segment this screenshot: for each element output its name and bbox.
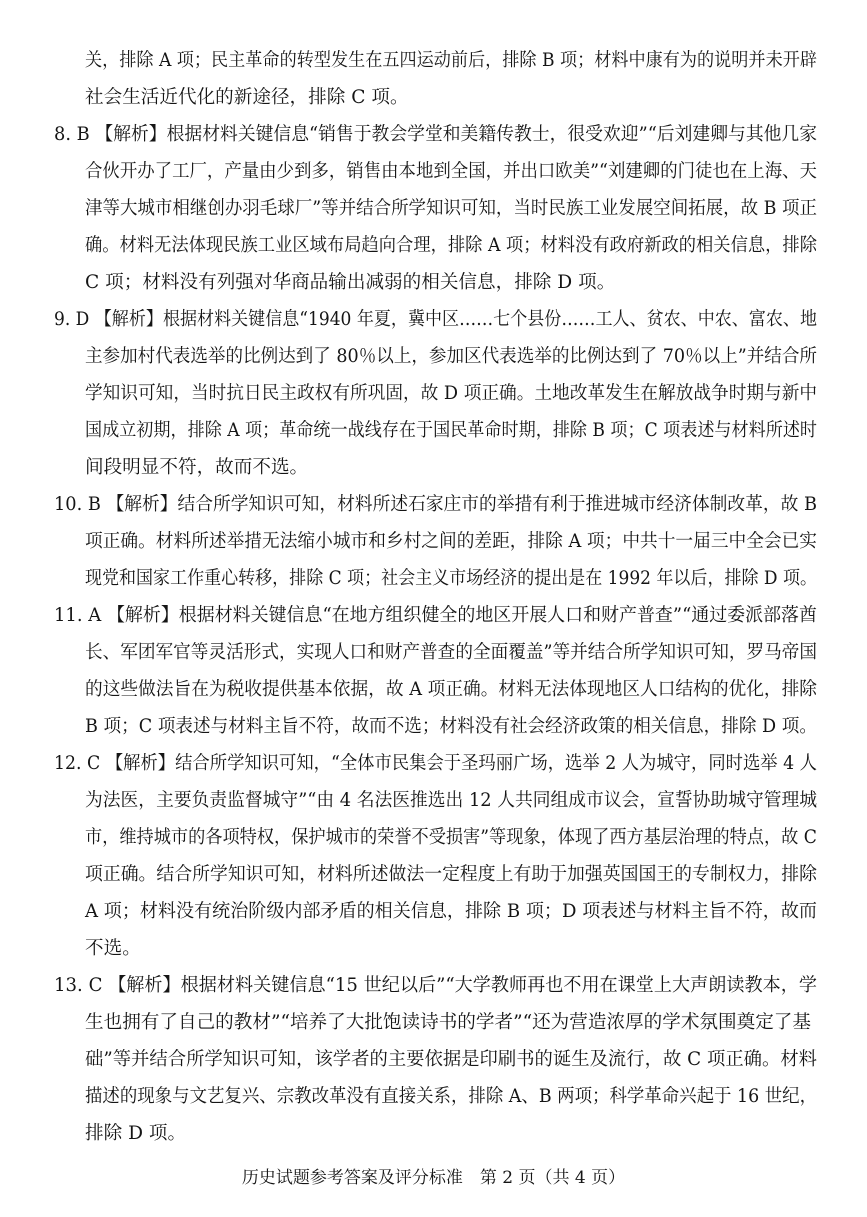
- text-line: 项正确。材料所述举措无法缩小城市和乡村之间的差距，排除 A 项；中共十一届三中全会已实: [85, 531, 818, 552]
- text-line: 社会生活近代化的新途径，排除 C 项。: [85, 87, 409, 108]
- text-line: 关，排除 A 项；民主革命的转型发生在五四运动前后，排除 B 项；材料中康有为的说明并未开辟: [85, 50, 817, 71]
- text-line: 间段明显不符，故而不选。: [85, 457, 309, 478]
- text-line: B 项；C 项表述与材料主旨不符，故而不选；材料没有社会经济政策的相关信息，排除 D 项。: [85, 716, 817, 737]
- text-line: 合伙开办了工厂，产量由少到多，销售由本地到全国，并出口欧美”“刘建卿的门徒也在上海、天: [85, 161, 817, 182]
- text-line: C 项；材料没有列强对华商品输出减弱的相关信息，排除 D 项。: [85, 272, 616, 293]
- text-line: 础”等并结合所学知识可知，该学者的主要依据是印刷书的诞生及流行，故 C 项正确。材料: [85, 1049, 818, 1070]
- answer-13: 13. C 【解析】根据材料关键信息“15 世纪以后”“大学教师再也不用在课堂上大声朗读教本，学: [54, 975, 817, 996]
- text-line: 生也拥有了自己的教材”“培养了大批饱读诗书的学者”“还为营造浓厚的学术氛围奠定了基: [85, 1012, 811, 1033]
- text-line: 市，维持城市的各项特权，保护城市的荣誉不受损害”等现象，体现了西方基层治理的特点，故 C: [85, 827, 817, 848]
- answer-8: 8. B 【解析】根据材料关键信息“销售于教会学堂和美籍传教士，很受欢迎”“后刘建卿与其他几家: [54, 124, 818, 145]
- answer-10: 10. B 【解析】结合所学知识可知，材料所述石家庄市的举措有利于推进城市经济体制改革，故 B: [54, 494, 818, 515]
- text-line: 为法医，主要负责监督城守”“由 4 名法医推选出 12 人共同组成市议会，宣誓协助城守管理城: [85, 790, 818, 811]
- answer-12: 12. C 【解析】结合所学知识可知，“全体市民集会于圣玛丽广场，选举 2 人为城守，同时选举 4 人: [54, 753, 817, 774]
- text-line: A 项；材料没有统治阶级内部矛盾的相关信息，排除 B 项；D 项表述与材料主旨不符，故而: [85, 901, 817, 922]
- text-line: 主参加村代表选举的比例达到了 80％以上，参加区代表选举的比例达到了 70％以上”并结合所: [85, 346, 817, 367]
- text-line: 项正确。结合所学知识可知，材料所述做法一定程度上有助于加强英国国王的专制权力，排除: [85, 864, 818, 885]
- text-line: 国成立初期，排除 A 项；革命统一战线存在于国民革命时期，排除 B 项；C 项表述与材料所述时: [85, 420, 818, 441]
- page-footer: 历史试题参考答案及评分标准 第 2 页（共 4 页）: [241, 1168, 626, 1188]
- text-line: 的这些做法旨在为税收提供基本依据，故 A 项正确。材料无法体现地区人口结构的优化，排除: [85, 679, 818, 700]
- text-line: 不选。: [85, 938, 141, 959]
- text-line: 学知识可知，当时抗日民主政权有所巩固，故 D 项正确。土地改革发生在解放战争时期与新中: [85, 383, 818, 404]
- answer-11: 11. A 【解析】根据材料关键信息“在地方组织健全的地区开展人口和财产普查”“通过委派部落酋: [54, 605, 817, 626]
- answer-9: 9. D 【解析】根据材料关键信息“1940 年夏，冀中区……七个县份……工人、贫农、中农、富农、地: [54, 309, 818, 330]
- text-line: 津等大城市相继创办羽毛球厂”等并结合所学知识可知，当时民族工业发展空间拓展，故 B 项正: [85, 198, 818, 219]
- text-line: 排除 D 项。: [85, 1123, 187, 1144]
- text-line: 确。材料无法体现民族工业区域布局趋向合理，排除 A 项；材料没有政府新政的相关信息，排除: [85, 235, 818, 256]
- text-line: 描述的现象与文艺复兴、宗教改革没有直接关系，排除 A、B 两项；科学革命兴起于 16 世纪，: [85, 1086, 818, 1107]
- text-line: 现党和国家工作重心转移，排除 C 项；社会主义市场经济的提出是在 1992 年以后，排除 D 项。: [85, 568, 817, 589]
- text-line: 长、军团军官等灵活形式，实现人口和财产普查的全面覆盖”等并结合所学知识可知，罗马帝国: [85, 642, 818, 663]
